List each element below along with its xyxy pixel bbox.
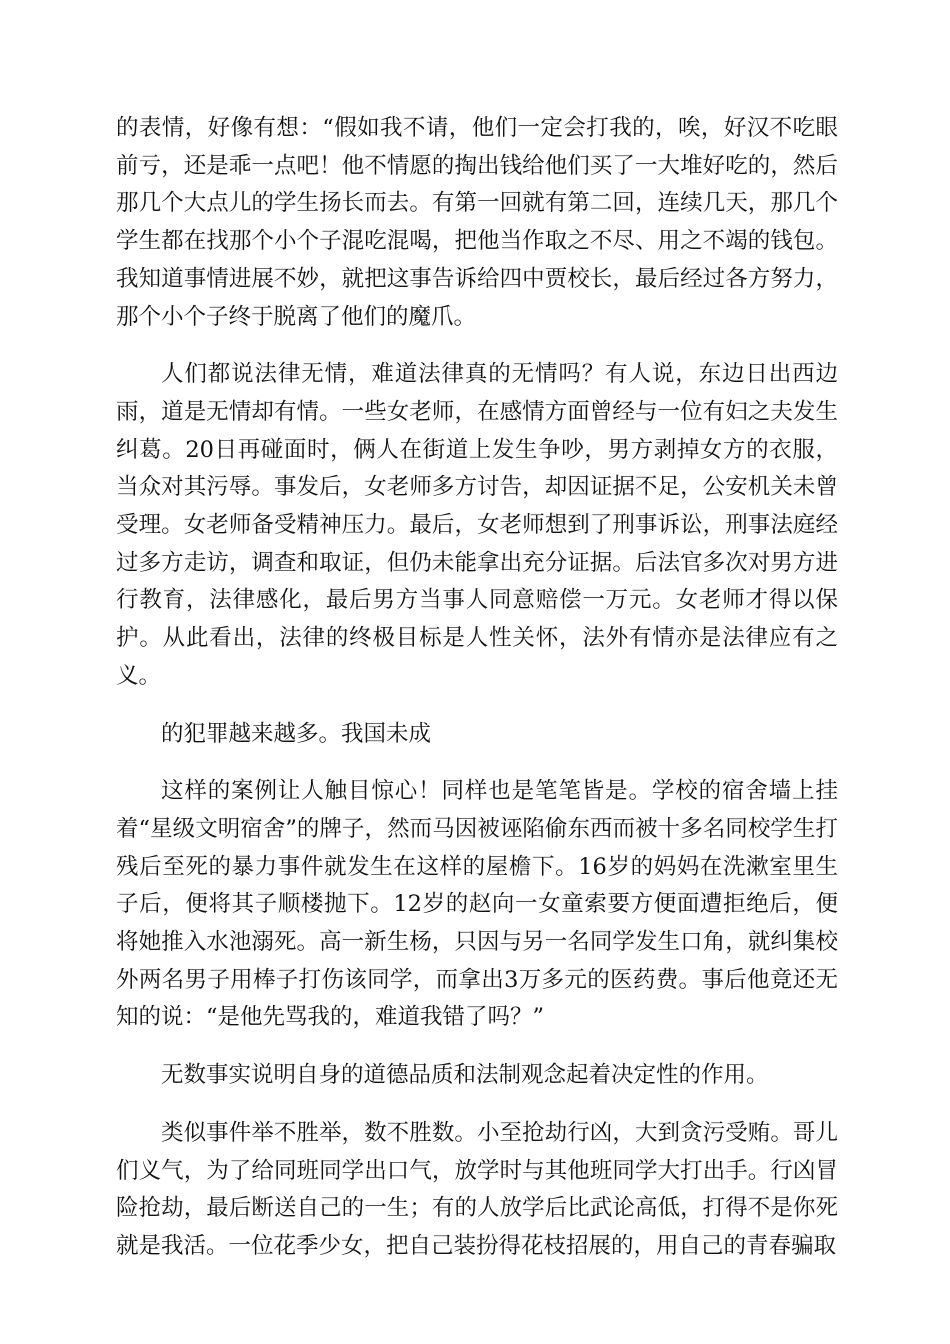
paragraph-fragment: 的犯罪越来越多。我国未成 (161, 720, 432, 747)
paragraph-law-and-sentiment: 人们都说法律无情，难道法律真的无情吗？有人说，东边日出西边雨，道是无情却有情。一些女老师，在感情方面曾经与一位有妇之夫发生纠葛。20日再碰面时，俩人在街道上发生争吵，男方剥掉女方的衣服，当众对其污辱。事发后，女老师多方讨告，却因证据不足，公安机关未曾受理。女老师备受精神压力。最后，女老师想到了刑事诉讼，刑事法庭经过多方走访，调查和取证，但仍未能拿出充分证据。后法官多次对男方进行教育，法律感化，最后男方当事人同意赔偿一万元。女老师才得以保护。从此看出，法律的终极目标是人性关怀，法外有情亦是法律应有之义。 (116, 361, 838, 689)
paragraph-shocking-cases: 这样的案例让人触目惊心！同样也是笔笔皆是。学校的宿舍墙上挂着“星级文明宿舍”的牌子，然而马因被诬陷偷东西而被十多名同校学生打残后至死的暴力事件就发生在这样的屋檐下。16岁的妈妈在洗漱室里生子后，便将其子顺楼抛下。12岁的赵向一女童索要方便面遭拒绝后，便将她推入水池溺死。高一新生杨，只因与另一名同学发生口角，就纠集校外两名男子用棒子打伤该同学，而拿出3万多元的医药费。事后他竟还无知的说：“是他先骂我的，难道我错了吗？” (116, 778, 838, 1031)
paragraph-similar-events: 类似事件举不胜举，数不胜数。小至抢劫行凶，大到贪污受贿。哥儿们义气，为了给同班同学出口气，放学时与其他班同学大打出手。行凶冒险抢劫，最后断送自己的一生；有的人放学后比武论高低，打得不是你死就是我活。一位花季少女，把自己装扮得花枝招展的，用自己的青春骗取 (116, 1119, 838, 1259)
paragraph-moral-conclusion: 无数事实说明自身的道德品质和法制观念起着决定性的作用。 (161, 1062, 769, 1089)
document-body (116, 110, 838, 1286)
paragraph-continuation: 的表情，好像有想：“假如我不请，他们一定会打我的，唉，好汉不吃眼前亏，还是乖一点吧！他不情愿的掏出钱给他们买了一大堆好吃的，然后那几个大点儿的学生扬长而去。有第一回就有第二回，连续几天，那几个学生都在找那个小个子混吃混喝，把他当作取之不尽、用之不竭的钱包。我知道事情进展不妙，就把这事告诉给四中贾校长，最后经过各方努力，那个小个子终于脱离了他们的魔爪。 (116, 115, 838, 330)
